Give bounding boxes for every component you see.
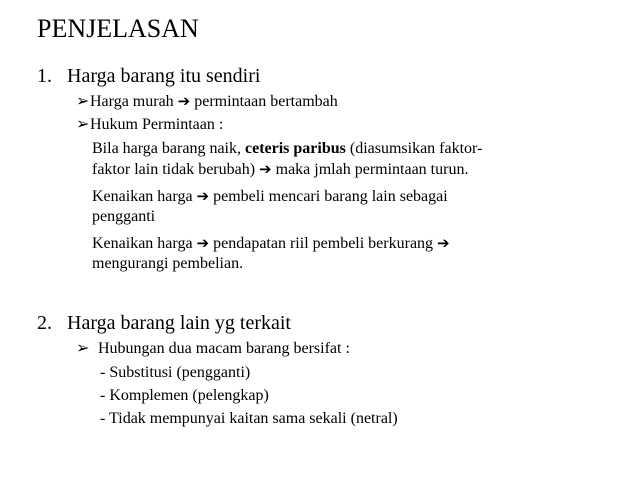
- paragraph-substitute-buyer: [92, 186, 448, 227]
- paragraph-real-income: [92, 233, 450, 274]
- list-item: - Substitusi (pengganti): [100, 364, 251, 381]
- section-1-heading: [37, 64, 260, 88]
- page-title: PENJELASAN: [37, 14, 199, 43]
- para-3-text-a: Kenaikan harga: [92, 235, 193, 252]
- para-1-text-d: maka jmlah permintaan turun.: [275, 161, 469, 178]
- list-item: - Tidak mempunyai kaitan sama sekali (netral): [100, 410, 398, 427]
- para-1-text-a: Bila harga barang naik,: [92, 140, 245, 157]
- right-arrow-icon: ➔: [259, 160, 272, 178]
- para-1-text-b: (diasumsikan faktor-: [345, 140, 483, 157]
- right-arrow-icon: ➔: [196, 234, 210, 252]
- section-2-heading: [37, 311, 291, 335]
- arrowhead-bullet-icon: ➢: [76, 93, 90, 110]
- list-item: - Komplemen (pelengkap): [100, 387, 269, 404]
- section-1-heading-text: Harga barang itu sendiri: [67, 65, 261, 87]
- para-3-text-b: pendapatan riil pembeli berkurang: [213, 235, 434, 252]
- section-1-bullet-1: [76, 91, 338, 112]
- right-arrow-icon: ➔: [196, 187, 210, 205]
- para-1-bold-term: ceteris paribus: [244, 140, 346, 157]
- section-2-item-list: [100, 363, 398, 429]
- arrowhead-bullet-icon: ➢: [76, 116, 90, 133]
- para-3-text-c: mengurangi pembelian.: [92, 255, 244, 272]
- section-2-bullet-1: [76, 339, 350, 359]
- bullet-1-text-b: permintaan bertambah: [194, 93, 338, 110]
- right-arrow-icon: ➔: [177, 92, 191, 110]
- section-1-number: 1.: [37, 65, 52, 87]
- section-2-number: 2.: [37, 312, 52, 334]
- section-2-bullet-text: Hubungan dua macam barang bersifat :: [98, 340, 350, 357]
- bullet-1-text-a: Harga murah: [90, 93, 174, 110]
- paragraph-ceteris-paribus: [92, 139, 482, 180]
- bullet-2-text: Hukum Permintaan :: [90, 116, 224, 133]
- para-2-text-b: pembeli mencari barang lain sebagai: [213, 188, 448, 205]
- right-arrow-icon: ➔: [437, 234, 450, 252]
- section-1-bullet-2: [76, 115, 223, 135]
- para-2-text-a: Kenaikan harga: [92, 188, 193, 205]
- para-1-text-c: faktor lain tidak berubah): [92, 161, 256, 178]
- para-2-text-c: pengganti: [92, 208, 156, 225]
- arrowhead-bullet-icon: ➢: [76, 340, 90, 357]
- section-2-heading-text: Harga barang lain yg terkait: [67, 312, 291, 334]
